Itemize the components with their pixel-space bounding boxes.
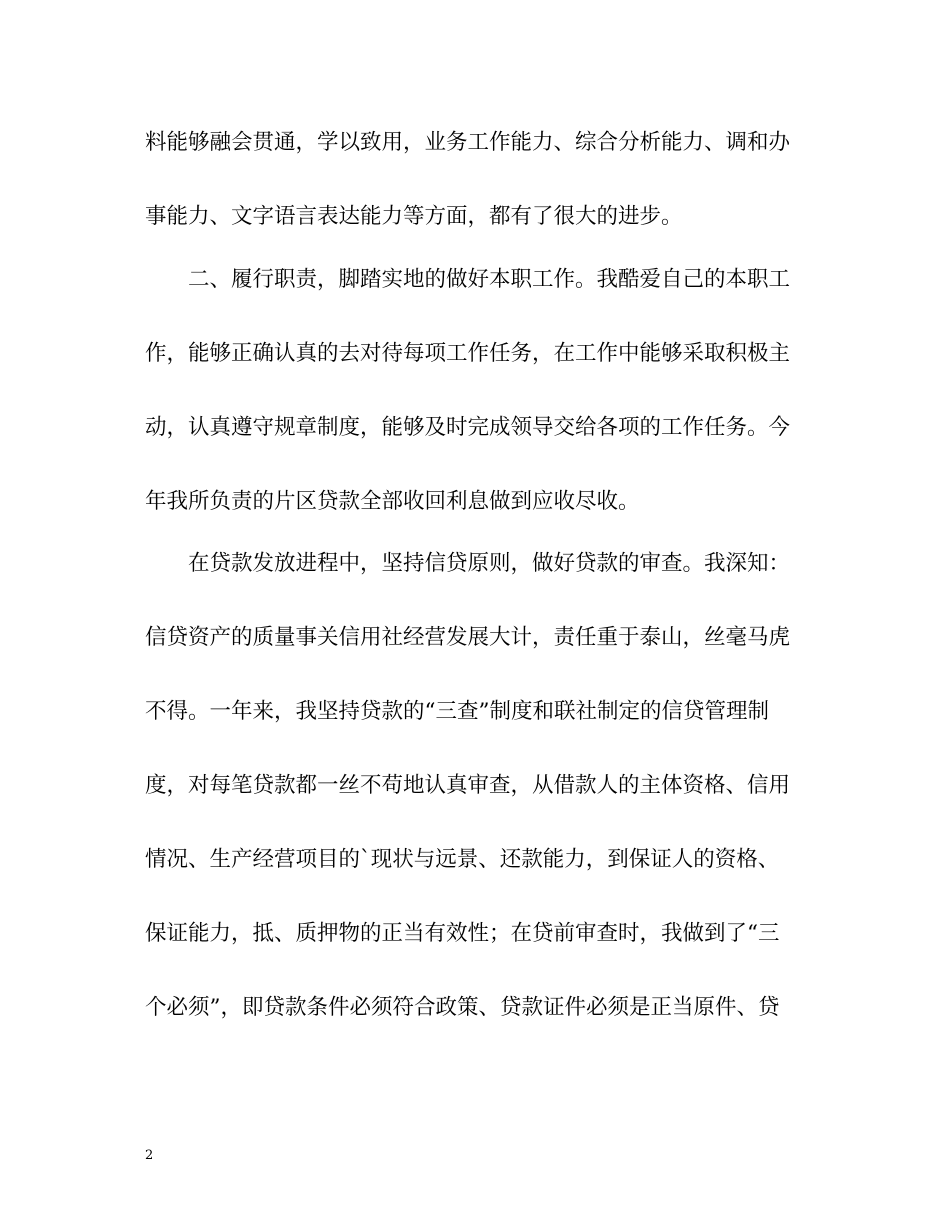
text-line: 作，能够正确认真的去对待每项工作任务，在工作中能够采取积极主 — [145, 341, 791, 366]
text-line: 情况、生产经营项目的`现状与远景、还款能力，到保证人的资格、 — [145, 847, 780, 872]
text-line: 二、履行职责，脚踏实地的做好本职工作。我酷爱自己的本职工 — [145, 267, 791, 292]
text-line: 不得。一年来，我坚持贷款的“三查”制度和联社制定的信贷管理制 — [145, 699, 769, 724]
text-line: 动，认真遵守规章制度，能够及时完成领导交给各项的工作任务。今 — [145, 415, 791, 440]
text-line: 保证能力，抵、质押物的正当有效性；在贷前审查时，我做到了“三 — [145, 921, 780, 946]
page-number: 2 — [145, 1148, 154, 1163]
text-line: 事能力、文字语言表达能力等方面，都有了很大的进步。 — [145, 204, 683, 229]
text-line: 料能够融会贯通，学以致用，业务工作能力、综合分析能力、调和办 — [145, 130, 791, 155]
text-line: 在贷款发放进程中，坚持信贷原则，做好贷款的审查。我深知： — [145, 551, 791, 576]
text-line: 个必须”，即贷款条件必须符合政策、贷款证件必须是正当原件、贷 — [145, 995, 780, 1020]
text-line: 年我所负责的片区贷款全部收回利息做到应收尽收。 — [145, 489, 640, 514]
text-line: 信贷资产的质量事关信用社经营发展大计，责任重于泰山，丝毫马虎 — [145, 625, 791, 650]
text-line: 度，对每笔贷款都一丝不苟地认真审查，从借款人的主体资格、信用 — [145, 773, 791, 798]
